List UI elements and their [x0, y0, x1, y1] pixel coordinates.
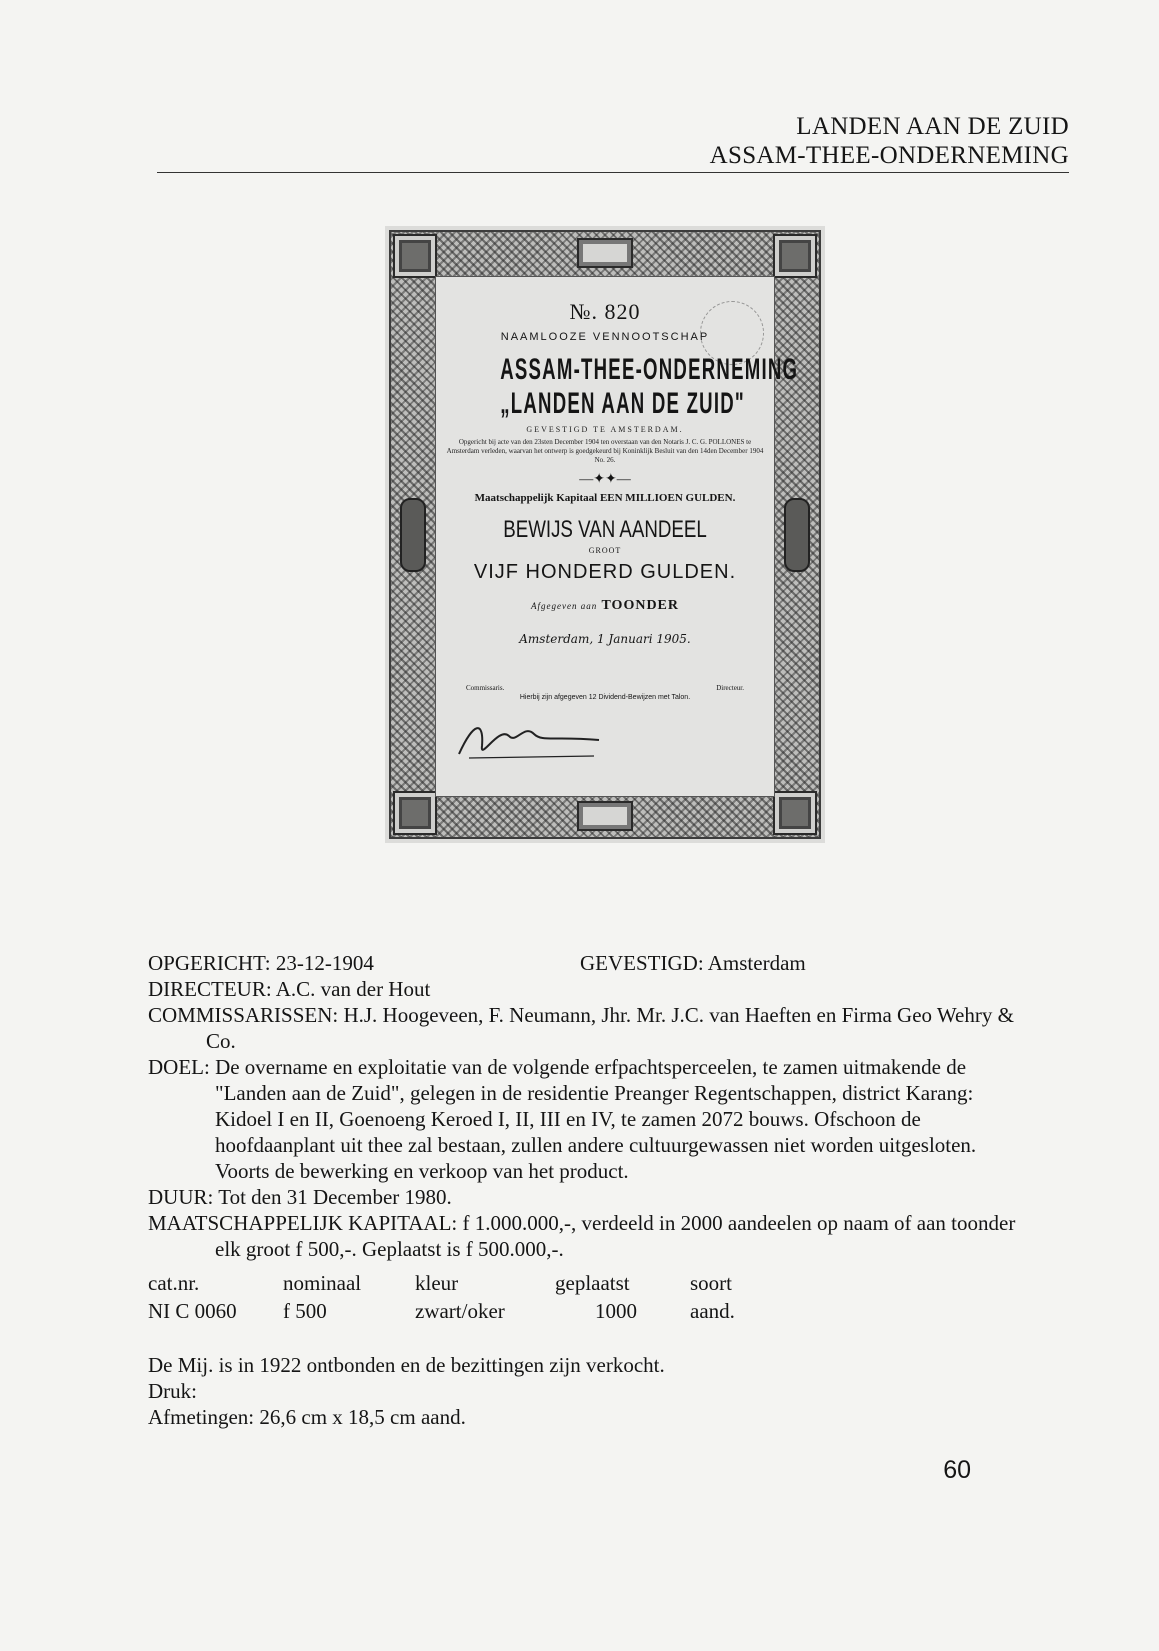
certificate-founding-text: Opgericht bij acte van den 23sten December 1904 ten overstaan van den Notaris J. C. G. POLLONES te Amsterdam verleden, waarvan het ontwerp is goedgekeurd bij Koninklijk Besluit van den 14den December 1904 No. 26. [446, 438, 764, 464]
opgericht: OPGERICHT: 23-12-1904 [148, 951, 374, 975]
table-header-cell: geplaatst [555, 1271, 630, 1295]
page-number: 60 [943, 1456, 971, 1484]
founding-row [148, 950, 1028, 976]
certificate-body [435, 276, 799, 797]
groot-label: GROOT [588, 546, 622, 555]
signatory-roles [436, 684, 774, 692]
duur: DUUR: Tot den 31 December 1980. [148, 1185, 452, 1209]
place-date: Amsterdam, 1 Januari 1905. [519, 632, 691, 646]
ornament-corner-icon [773, 791, 817, 835]
certificate-ornamental-border [389, 230, 821, 839]
signature-icon [454, 716, 604, 766]
divider-ornament: —✦✦— [579, 472, 631, 487]
issued-to-value: TOONDER [601, 598, 680, 613]
ornament-corner-icon [393, 234, 437, 278]
table-cell: f 500 [283, 1299, 327, 1323]
directeur: DIRECTEUR: A.C. van der Hout [148, 977, 431, 1001]
ontbonden-note: De Mij. is in 1922 ontbonden en de bezittingen zijn verkocht. [148, 1353, 665, 1377]
table-row [148, 1297, 770, 1325]
certificate-capital: Maatschappelijk Kapitaal EEN MILLIOEN GULDEN. [474, 492, 736, 504]
certificate-seat: GEVESTIGD TE AMSTERDAM. [526, 425, 684, 434]
table-header-cell: soort [690, 1271, 732, 1295]
company-details [148, 950, 1028, 1262]
table-cell: 1000 [595, 1299, 637, 1323]
running-header [710, 112, 1069, 170]
directeur-label: Directeur. [716, 684, 744, 692]
table-cell: zwart/oker [415, 1299, 505, 1323]
ornament-corner-icon [773, 234, 817, 278]
share-title: BEWIJS VAN AANDEEL [503, 516, 707, 543]
issued-to-label: Afgegeven aan [530, 601, 598, 611]
druk-note: Druk: [148, 1379, 197, 1403]
table-header-cell: kleur [415, 1271, 459, 1295]
commissarissen: COMMISSARISSEN: H.J. Hoogeveen, F. Neumann, Jhr. Mr. J.C. van Haeften en Firma Geo Wehry & Co. [148, 1003, 1014, 1053]
bottom-cartouche-icon [577, 801, 633, 831]
company-type: NAAMLOOZE VENNOOTSCHAP [500, 331, 710, 343]
certificate-number: №. 820 [569, 299, 641, 324]
table-header-row [148, 1269, 770, 1297]
kapitaal: MAATSCHAPPELIJK KAPITAAL: f 1.000.000,-, verdeeld in 2000 aandeelen op naam of aan toonder elk groot f 500,-. Geplaatst is f 500.000,-. [148, 1211, 1016, 1261]
share-certificate-image [385, 226, 825, 843]
header-line-2: ASSAM-THEE-ONDERNEMING [709, 142, 1069, 169]
table-cell: aand. [690, 1299, 735, 1323]
certificate-title-1: ASSAM-THEE-ONDERNEMING [500, 353, 799, 386]
left-medallion-icon [400, 498, 426, 572]
afmetingen-note: Afmetingen: 26,6 cm x 18,5 cm aand. [148, 1405, 466, 1429]
issued-to [436, 598, 774, 614]
header-line-1: LANDEN AAN DE ZUID [796, 113, 1069, 140]
talon-note: Hierbij zijn afgegeven 12 Dividend-Bewijzen met Talon. [519, 694, 691, 701]
catalog-table [148, 1269, 770, 1325]
right-medallion-icon [784, 498, 810, 572]
table-header-cell: cat.nr. [148, 1271, 200, 1295]
commissaris-label: Commissaris. [466, 684, 505, 692]
header-rule [157, 172, 1069, 173]
top-cartouche-icon [577, 238, 633, 268]
table-header-cell: nominaal [283, 1271, 362, 1295]
ornament-corner-icon [393, 791, 437, 835]
gevestigd: GEVESTIGD: Amsterdam [580, 951, 806, 975]
table-cell: NI C 0060 [148, 1299, 237, 1323]
doel: DOEL: De overname en exploitatie van de volgende erfpachtsperceelen, te zamen uitmakende de "Landen aan de Zuid", gelegen in de residentie Preanger Regentschappen, district Karang: Kidoel I en II, Goenoeng Keroed I, II, III en IV, te zamen 2072 bouws. Ofschoon de hoofdaanplant uit thee zal bestaan, zullen andere cultuurgewassen niet worden uitgesloten. Voorts de bewerking en verkoop van het product. [148, 1055, 977, 1183]
share-amount: VIJF HONDERD GULDEN. [473, 561, 737, 583]
footer-notes [148, 1352, 665, 1430]
certificate-title-2: „LANDEN AAN DE ZUID" [500, 387, 745, 420]
